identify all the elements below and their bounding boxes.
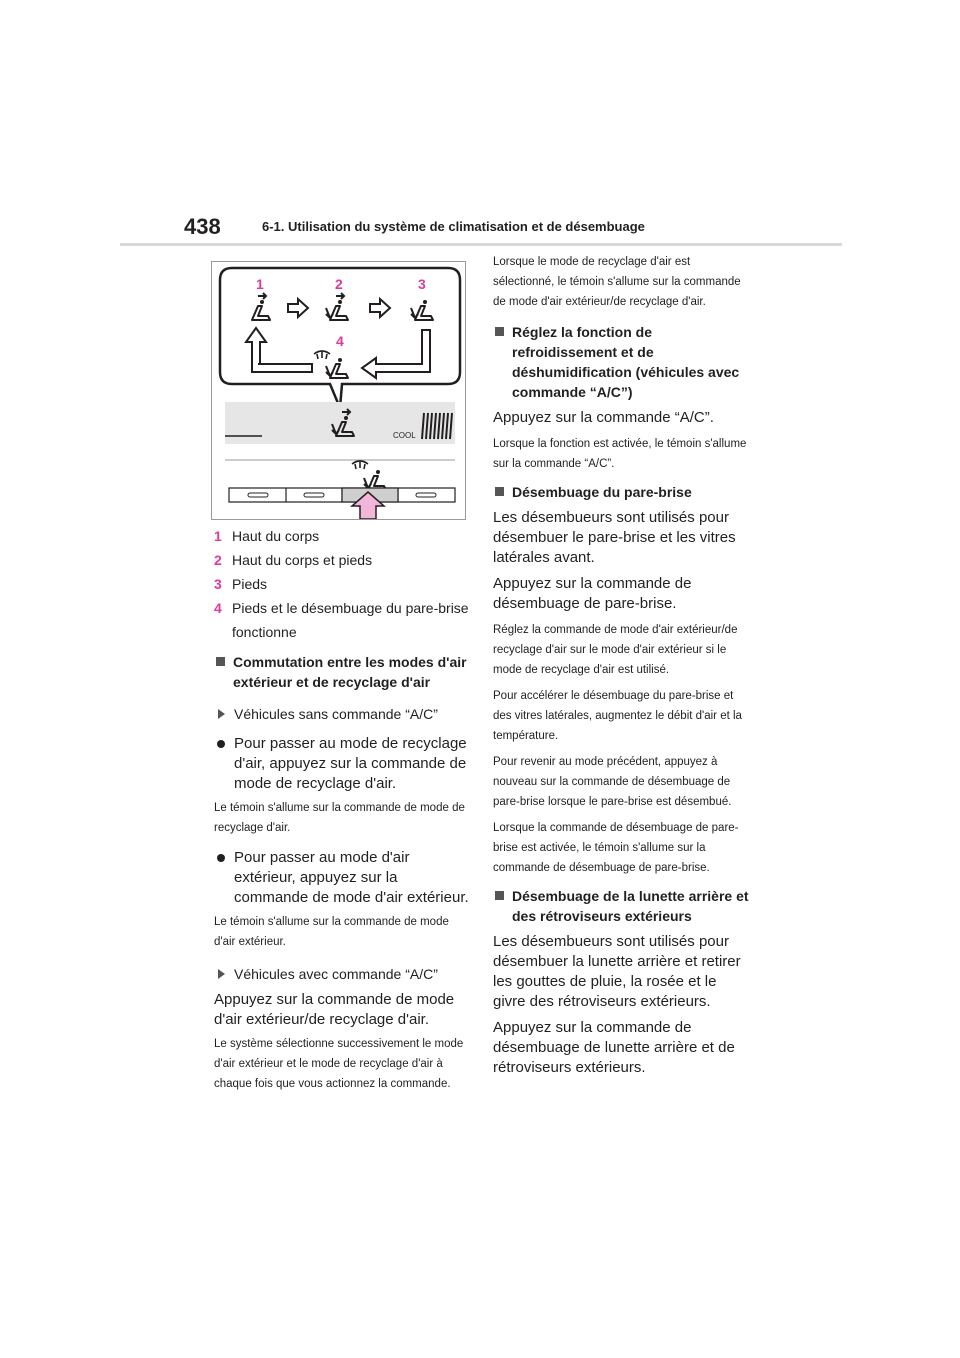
windshield-defog-icon: [352, 461, 386, 490]
note-alternate-modes: Le système sélectionne successivement le mode d'air extérieur et le mode de recyclage d'air à chaque fois que vous actionnez la commande.: [214, 1038, 464, 1090]
para-rear-defog-usage: Les désembueurs sont utilisés pour désembuer la lunette arrière et retirer les gouttes de pluie, la rosée et le givre des rétroviseurs extérieurs.: [493, 933, 741, 1010]
display-cool-label: COOL: [393, 431, 416, 440]
para-press-ac: Appuyez sur la commande “A/C”.: [493, 409, 714, 426]
heading-windshield-defog: Désembuage du pare-brise: [493, 482, 751, 502]
header-rule: [120, 243, 842, 246]
left-column: [214, 524, 470, 1094]
heading-cooling: Réglez la fonction de refroidissement et de déshumidification (véhicules avec commande “A/C”): [493, 322, 751, 402]
display-panel: [225, 402, 455, 444]
para-press-switch: Appuyez sur la commande de mode d'air extérieur/de recyclage d'air.: [214, 991, 455, 1028]
legend-item-3: 3 Pieds: [214, 576, 268, 592]
legend-item-1: 1 Haut du corps: [214, 528, 320, 544]
note-defog-outside-air: Réglez la commande de mode d'air extérieur/de recyclage d'air sur le mode d'air extérieur si le mode de recyclage d'air est utilisé.: [493, 624, 738, 676]
para-press-rear-defog: Appuyez sur la commande de désembuage de lunette arrière et de rétroviseurs extérieurs.: [493, 1019, 735, 1076]
para-press-defog: Appuyez sur la commande de désembuage de pare-brise.: [493, 575, 692, 612]
note-recirculation: Le témoin s'allume sur la commande de mode de recyclage d'air.: [214, 802, 465, 834]
switch-row: [229, 488, 455, 502]
note-outside-air: Le témoin s'allume sur la commande de mode d'air extérieur.: [214, 916, 449, 948]
para-defog-usage: Les désembueurs sont utilisés pour désembuer le pare-brise et les vitres latérales avant.: [493, 509, 736, 566]
airflow-mode-illustration: [211, 261, 466, 520]
note-recirculation-indicator: Lorsque le mode de recyclage d'air est sélectionné, le témoin s'allume sur la commande de mode d'air extérieur/de recyclage d'air.: [493, 256, 741, 308]
callout-3: 3: [418, 276, 426, 292]
subheading-with-ac: Véhicules avec commande “A/C”: [214, 964, 470, 984]
note-defog-speed: Pour accélérer le désembuage du pare-brise et des vitres latérales, augmentez le débit d'air et la température.: [493, 690, 742, 742]
callout-4: 4: [336, 333, 344, 349]
bullet-outside-air: Pour passer au mode d'air extérieur, appuyez sur la commande de mode d'air extérieur.: [214, 848, 470, 908]
note-defog-return: Pour revenir au mode précédent, appuyez à nouveau sur la commande de désembuage de pare-brise lorsque le pare-brise est désembué.: [493, 756, 732, 808]
note-ac-indicator: Lorsque la fonction est activée, le témoin s'allume sur la commande “A/C”.: [493, 438, 747, 470]
heading-air-mode-switch: Commutation entre les modes d'air extérieur et de recyclage d'air: [214, 652, 470, 692]
heading-rear-defog: Désembuage de la lunette arrière et des rétroviseurs extérieurs: [493, 886, 751, 926]
legend-item-4: 4 Pieds et le désembuage du pare-brise fonctionne: [214, 600, 469, 640]
legend-item-2: 2 Haut du corps et pieds: [214, 552, 373, 568]
callout-2: 2: [335, 276, 343, 292]
note-defog-indicator: Lorsque la commande de désembuage de pare-brise est activée, le témoin s'allume sur la commande de désembuage de pare-brise.: [493, 822, 739, 874]
right-column: [493, 252, 751, 1078]
bullet-recirculation: Pour passer au mode de recyclage d'air, appuyez sur la commande de mode de recyclage d'air.: [214, 734, 470, 794]
page-number: 438: [184, 214, 221, 239]
subheading-without-ac: Véhicules sans commande “A/C”: [214, 704, 470, 724]
section-title: 6-1. Utilisation du système de climatisation et de désembuage: [262, 219, 645, 234]
callout-1: 1: [256, 276, 264, 292]
